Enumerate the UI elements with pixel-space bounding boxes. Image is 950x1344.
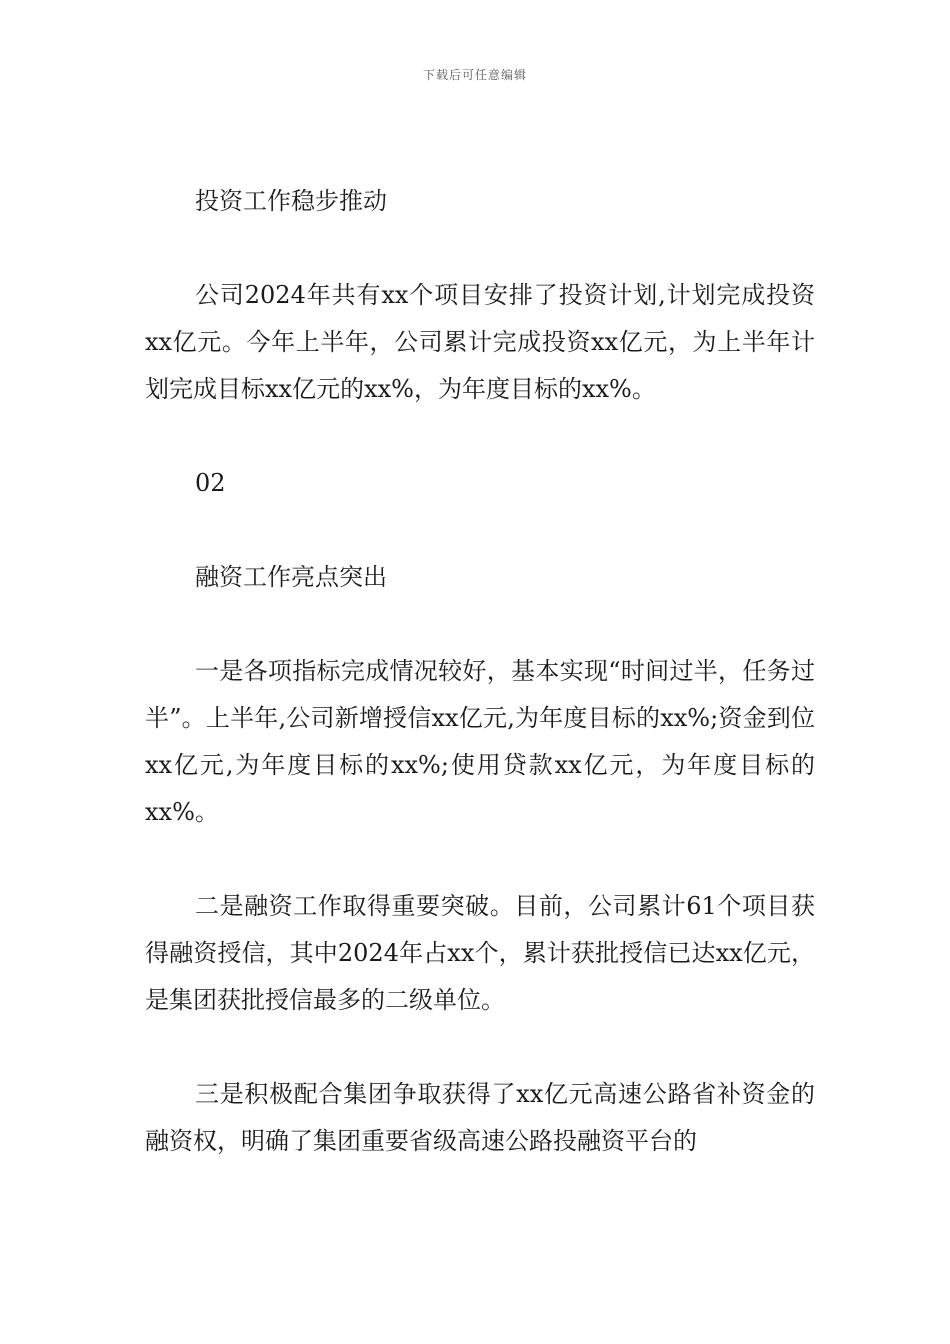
heading-investment: 投资工作稳步推动 [195, 187, 387, 215]
header-note: 下载后可任意编辑 [422, 68, 527, 82]
paragraph-financing-three: 三是积极配合集团争取获得了xx亿元高速公路省补资金的融资权，明确了集团重要省级高速公路投融资平台的 [145, 1080, 815, 1155]
document-body [145, 178, 815, 1165]
paragraph-financing-one: 一是各项指标完成情况较好，基本实现“时间过半，任务过半”。上半年,公司新增授信xx亿元,为年度目标的xx%;资金到位xx亿元,为年度目标的xx%;使用贷款xx亿元，为年度目标的xx%。 [145, 657, 815, 826]
paragraph-financing-two: 二是融资工作取得重要突破。目前，公司累计61个项目获得融资授信，其中2024年占xx个，累计获批授信已达xx亿元，是集团获批授信最多的二级单位。 [145, 892, 815, 1014]
heading-financing: 融资工作亮点突出 [195, 563, 387, 591]
paragraph-investment: 公司2024年共有xx个项目安排了投资计划,计划完成投资xx亿元。今年上半年，公司累计完成投资xx亿元，为上半年计划完成目标xx亿元的xx%，为年度目标的xx%。 [145, 281, 815, 403]
section-number: 02 [195, 469, 226, 497]
